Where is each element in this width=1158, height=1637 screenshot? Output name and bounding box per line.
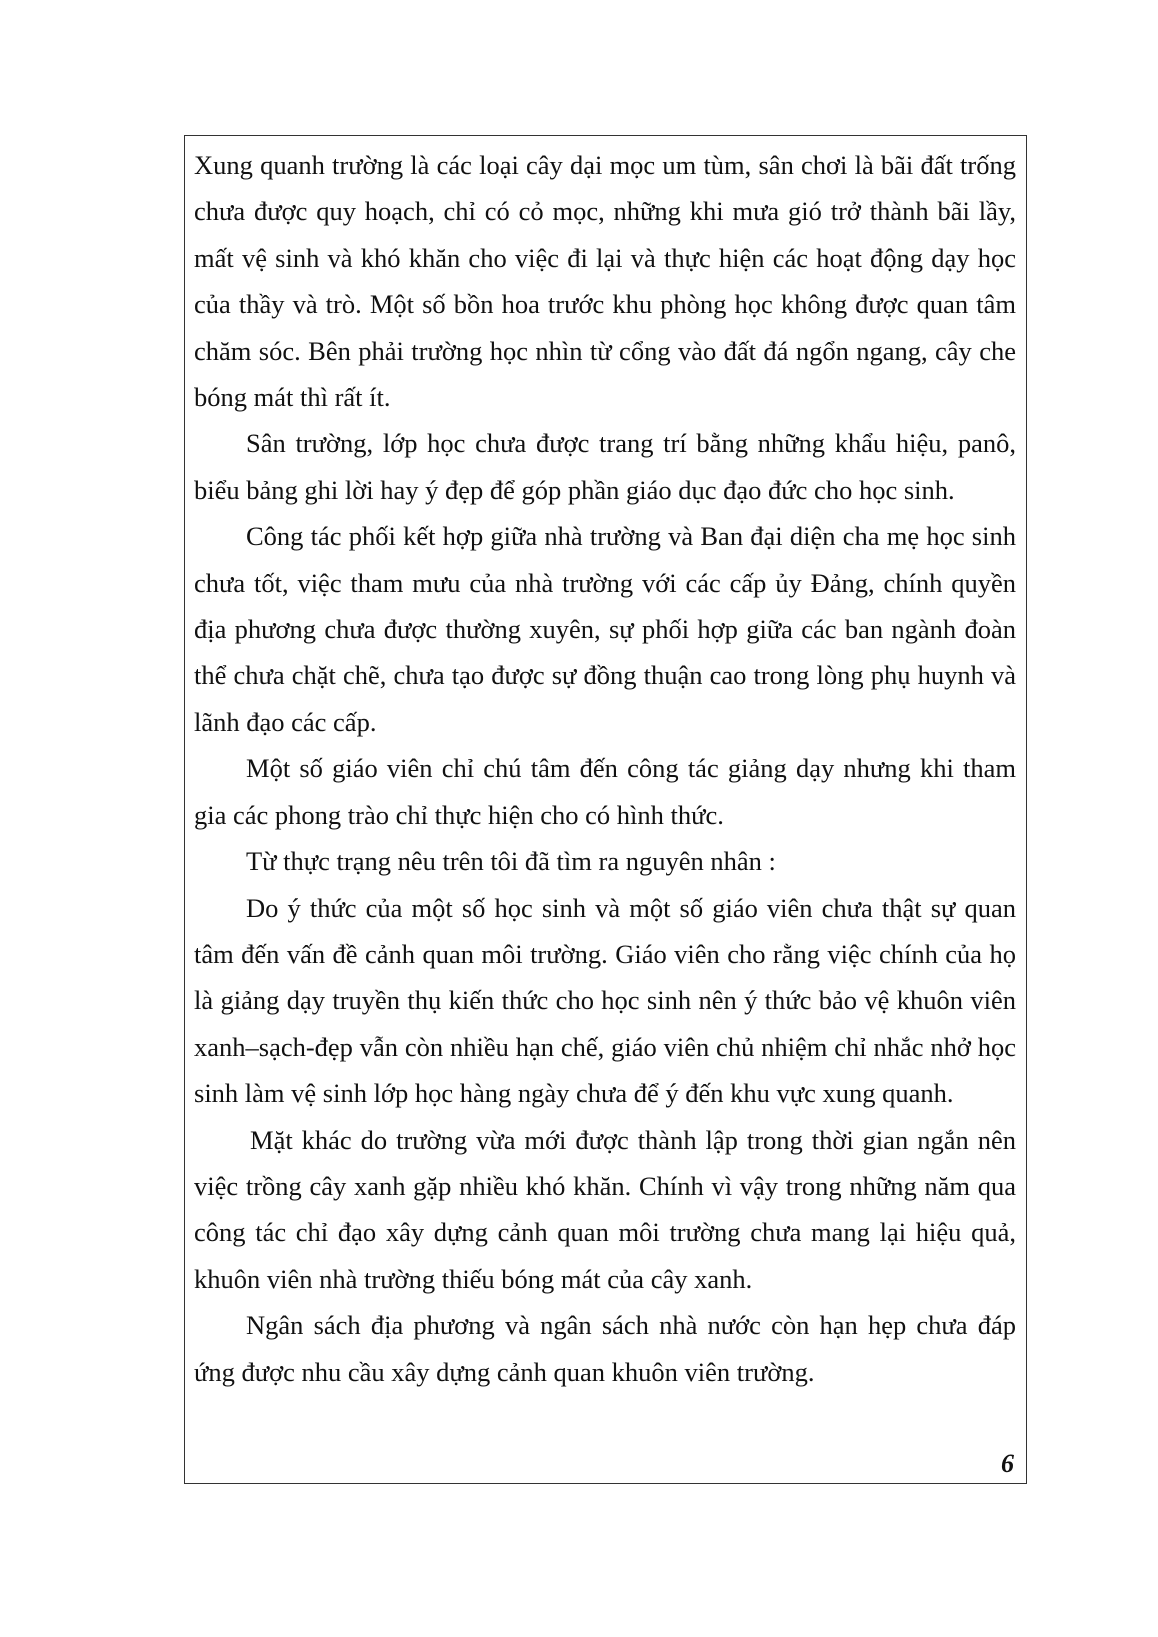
paragraph-surroundings: Xung quanh trường là các loại cây dại mọc um tùm, sân chơi là bãi đất trống chưa được quy hoạch, chỉ có cỏ mọc, những khi mưa gió trở thành bãi lầy, mất vệ sinh và khó khăn cho việc đi lại và thực hiện các hoạt động dạy học của thầy và trò. Một số bồn hoa trước khu phòng học không được quan tâm chăm sóc. Bên phải trường học nhìn từ cổng vào đất đá ngổn ngang, cây che bóng mát thì rất ít. (194, 150, 1016, 413)
paragraph-new-school: Mặt khác do trường vừa mới được thành lập trong thời gian ngắn nên việc trồng cây xanh gặp nhiều khó khăn. Chính vì vậy trong những năm qua công tác chỉ đạo xây dựng cảnh quan môi trường chưa mang lại hiệu quả, khuôn viên nhà trường thiếu bóng mát của cây xanh. (194, 1124, 1016, 1294)
paragraph-decoration: Sân trường, lớp học chưa được trang trí bằng những khẩu hiệu, panô, biểu bảng ghi lời hay ý đẹp để góp phần giáo dục đạo đức cho học sinh. (194, 428, 1016, 505)
paragraph-budget: Ngân sách địa phương và ngân sách nhà nước còn hạn hẹp chưa đáp ứng được nhu cầu xây dựng cảnh quan khuôn viên trường. (194, 1310, 1016, 1387)
page-frame (184, 135, 1027, 1484)
document-body (194, 142, 1016, 1395)
paragraph-awareness: Do ý thức của một số học sinh và một số giáo viên chưa thật sự quan tâm đến vấn đề cảnh quan môi trường. Giáo viên cho rằng việc chính của họ là giảng dạy truyền thụ kiến thức cho học sinh nên ý thức bảo vệ khuôn viên xanh–sạch-đẹp vẫn còn nhiều hạn chế, giáo viên chủ nhiệm chỉ nhắc nhở học sinh làm vệ sinh lớp học hàng ngày chưa để ý đến khu vực xung quanh. (194, 892, 1016, 1109)
paragraph-causes-intro: Từ thực trạng nêu trên tôi đã tìm ra nguyên nhân : (246, 846, 776, 877)
page-number: 6 (1001, 1449, 1014, 1478)
paragraph-teachers: Một số giáo viên chỉ chú tâm đến công tác giảng dạy nhưng khi tham gia các phong trào chỉ thực hiện cho có hình thức. (194, 753, 1016, 830)
paragraph-coordination: Công tác phối kết hợp giữa nhà trường và Ban đại diện cha mẹ học sinh chưa tốt, việc tham mưu của nhà trường với các cấp ủy Đảng, chính quyền địa phương chưa được thường xuyên, sự phối hợp giữa các ban ngành đoàn thể chưa chặt chẽ, chưa tạo được sự đồng thuận cao trong lòng phụ huynh và lãnh đạo các cấp. (194, 521, 1016, 737)
